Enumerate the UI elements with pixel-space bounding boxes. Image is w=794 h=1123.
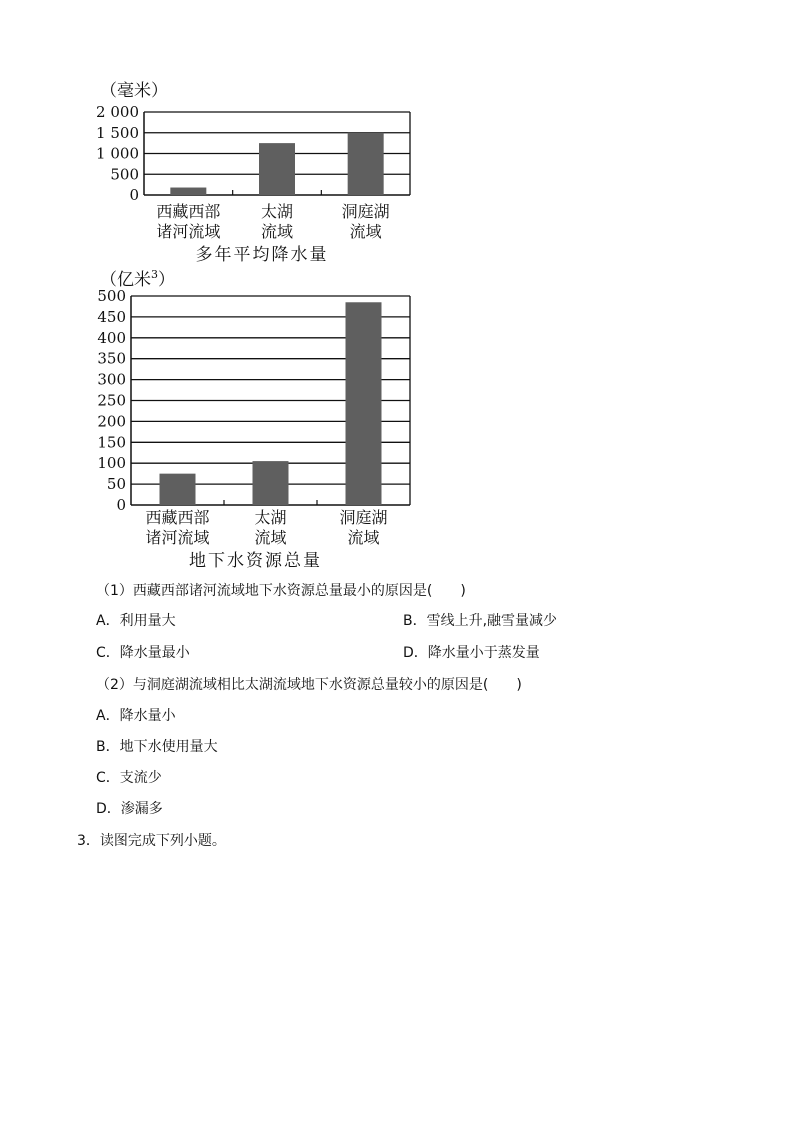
- question-2-option-b: B．地下水使用量大: [96, 739, 218, 755]
- question-1-option-a: A．利用量大: [96, 613, 176, 629]
- chart-1-bar-2: [259, 143, 295, 195]
- chart-2-y-tick-label: 100: [97, 454, 126, 473]
- chart-1-category-label: 洞庭湖: [341, 202, 390, 221]
- chart-1-unit-label: （毫米）: [100, 81, 168, 101]
- chart-2-category-label: 洞庭湖: [339, 508, 388, 527]
- question-2-option-c: C．支流少: [96, 770, 162, 786]
- question-3-stem: 3．读图完成下列小题。: [77, 833, 226, 849]
- question-2-stem: （2）与洞庭湖流域相比太湖流域地下水资源总量较小的原因是( ): [96, 677, 522, 693]
- chart-2-title: 地下水资源总量: [189, 551, 322, 571]
- chart-2-y-tick-label: 300: [97, 370, 126, 389]
- chart-2-y-tick-label: 500: [97, 287, 126, 305]
- question-1-option-b: B．雪线上升,融雪量减少: [403, 613, 558, 629]
- question-1-stem: （1）西藏西部诸河流域地下水资源总量最小的原因是( ): [96, 583, 466, 599]
- chart-1-bar-3: [348, 133, 384, 195]
- chart-1-category-label: 诸河流域: [156, 222, 221, 241]
- chart-1-category-label: 流域: [260, 222, 294, 241]
- chart-2-y-tick-label: 150: [97, 433, 126, 452]
- chart-2-y-tick-label: 0: [116, 496, 126, 514]
- chart-1-category-label: 流域: [349, 222, 382, 241]
- chart-2-category-label: 西藏西部: [145, 508, 210, 527]
- chart-2-y-tick-label: 200: [97, 412, 126, 431]
- chart-1-y-tick-label: 1 500: [96, 123, 139, 142]
- question-2-option-d: D．渗漏多: [96, 801, 163, 817]
- question-1-option-c: C．降水量最小: [96, 645, 190, 661]
- chart-1-category-label: 西藏西部: [156, 202, 221, 221]
- question-1-option-d: D．降水量小于蒸发量: [403, 645, 540, 661]
- chart-2-y-tick-label: 250: [97, 391, 126, 410]
- chart-2-category-label: 流域: [254, 528, 287, 547]
- chart-1-category-label: 太湖: [260, 202, 294, 221]
- chart-1-y-tick-label: 0: [129, 186, 139, 204]
- chart-1-bar-1: [170, 188, 206, 195]
- chart-2-y-tick-label: 350: [97, 349, 126, 368]
- chart-2-y-tick-label: 400: [97, 328, 126, 347]
- chart-2-unit-label: （亿米$^3$）: [100, 268, 175, 290]
- chart-1-y-tick-label: 1 000: [96, 144, 139, 163]
- chart-2-y-tick-label: 450: [97, 307, 126, 326]
- chart-1-y-tick-label: 2 000: [96, 103, 139, 121]
- chart-2-bar-1: [160, 474, 196, 505]
- chart-2-category-label: 诸河流域: [145, 528, 210, 547]
- chart-2-bar-2: [253, 461, 289, 505]
- chart-2-category-label: 流域: [347, 528, 380, 547]
- chart-2-y-tick-label: 50: [106, 475, 126, 494]
- question-2-option-a: A．降水量小: [96, 708, 176, 724]
- chart-2-category-label: 太湖: [254, 508, 287, 527]
- chart-1-title: 多年平均降水量: [195, 245, 329, 265]
- chart-1-y-tick-label: 500: [110, 165, 139, 184]
- chart-2-bar-3: [346, 302, 382, 505]
